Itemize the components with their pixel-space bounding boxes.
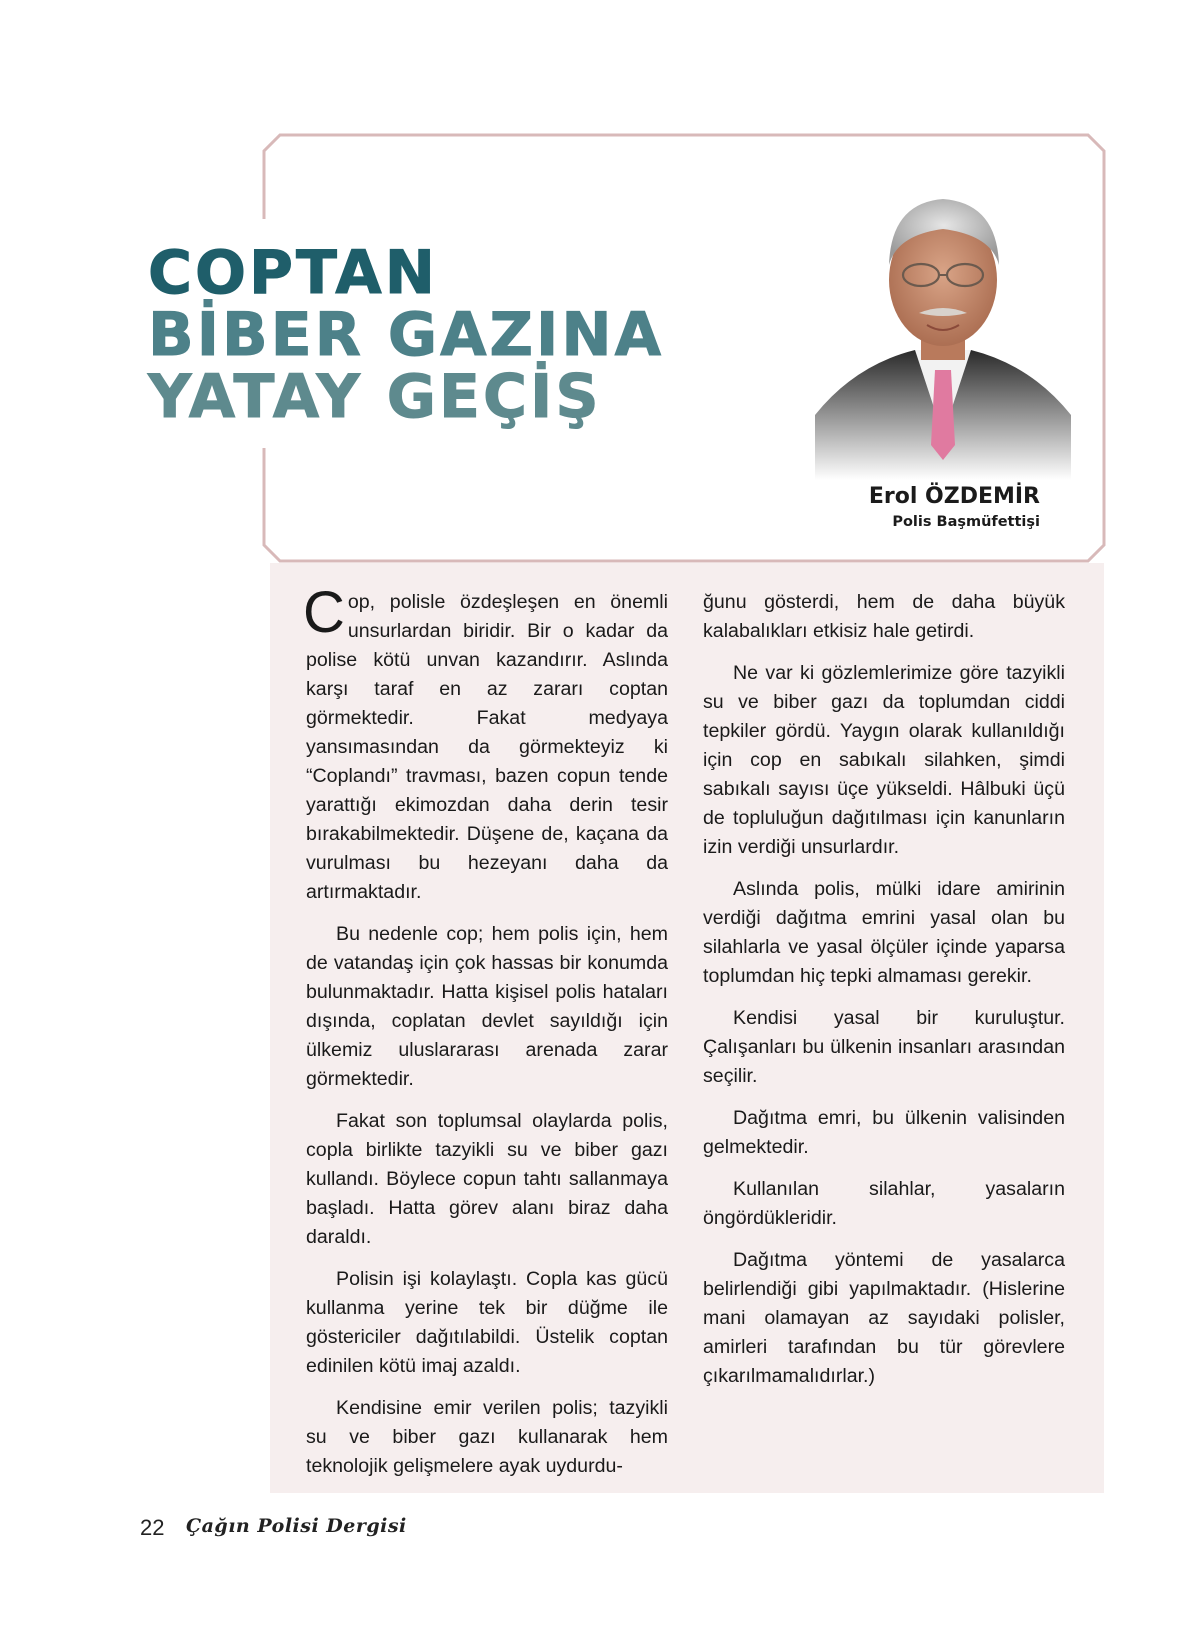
paragraph: Kendisine emir verilen polis; tazyikli su ve biber gazı kullanarak hem teknolojik gelişmelere ayak uydurdu-: [306, 1397, 668, 1477]
paragraph: Kullanılan silahlar, yasaların öngördükleridir.: [703, 1178, 1065, 1229]
author-role: Polis Başmüfettişi: [892, 514, 1040, 530]
paragraph: Fakat son toplumsal olaylarda polis, copla birlikte tazyikli su ve biber gazı kullandı. Böylece copun tahtı sallanmaya başladı. Hatta görev alanı biraz daha daraldı.: [306, 1110, 668, 1248]
paragraph: Polisin işi kolaylaştı. Copla kas gücü kullanma yerine tek bir düğme ile göstericiler dağıtılabildi. Üstelik coptan edinilen kötü imaj azaldı.: [306, 1268, 668, 1377]
paragraph: Aslında polis, mülki idare amirinin verdiği dağıtma emrini yasal olan bu silahlarla ve yasal ölçüler içinde yaparsa toplumdan hiç tepki almaması gerekir.: [703, 878, 1065, 987]
paragraph: Kendisi yasal bir kuruluştur. Çalışanları bu ülkenin insanları arasından seçilir.: [703, 1007, 1065, 1087]
article-title: [148, 238, 665, 432]
paragraph: Dağıtma emri, bu ülkenin valisinden gelmektedir.: [703, 1107, 1065, 1158]
paragraph: Bu nedenle cop; hem polis için, hem de vatandaş için çok hassas bir konumda bulunmaktadır. Hatta kişisel polis hataları dışında, coplatan devlet sayıldığı için ülkemiz uluslararası arenada zarar görmektedir.: [306, 923, 668, 1090]
paragraph: [303, 580, 668, 907]
paragraph: ğunu gösterdi, hem de daha büyük kalabalıkları etkisiz hale getirdi.: [703, 591, 1065, 642]
title-line-3: YATAY GEÇİŞ: [148, 362, 602, 432]
title-line-2: BİBER GAZINA: [148, 300, 665, 370]
paragraph: Dağıtma yöntemi de yasalarca belirlendiği gibi yapılmaktadır. (Hislerine mani olamayan az sayıdaki polisler, amirleri tarafından bu tür görevlere çıkarılmamalıdırlar.): [703, 1249, 1065, 1387]
magazine-name: Çağın Polisi Dergisi: [186, 1515, 407, 1537]
author-name: Erol ÖZDEMİR: [868, 484, 1040, 509]
author-portrait: [815, 185, 1071, 480]
paragraph: Ne var ki gözlemlerimize göre tazyikli su ve biber gazı da toplumdan ciddi tepkiler gördü. Yaygın olarak kullanıldığı için cop en sabıkalı silahken, şimdi sabıkalı sayısı üçe yükseldi. Hâlbuki üçü de topluluğun dağıtılması için kanunların izin verdiği unsurlardır.: [703, 662, 1065, 858]
drop-cap: C: [303, 580, 345, 645]
page-number: 22: [140, 1515, 165, 1540]
title-line-1: COPTAN: [148, 238, 438, 308]
article-column-right: [703, 588, 1065, 1404]
article-column-left: [303, 580, 668, 1494]
paragraph-text: op, polisle özdeşleşen en önemli unsurlardan biridir. Bir o kadar da polise kötü unvan kazandırır. Aslında karşı taraf en az zararı coptan görmektedir. Fakat medyaya yansımasından da görmekteyiz ki “Coplandı” travması, bazen copun tende yarattığı ekimozdan daha derin tesir bırakabilmektedir. Düşene de, kaçana da vurulması bu hezeyanı daha da artırmaktadır.: [306, 591, 668, 903]
